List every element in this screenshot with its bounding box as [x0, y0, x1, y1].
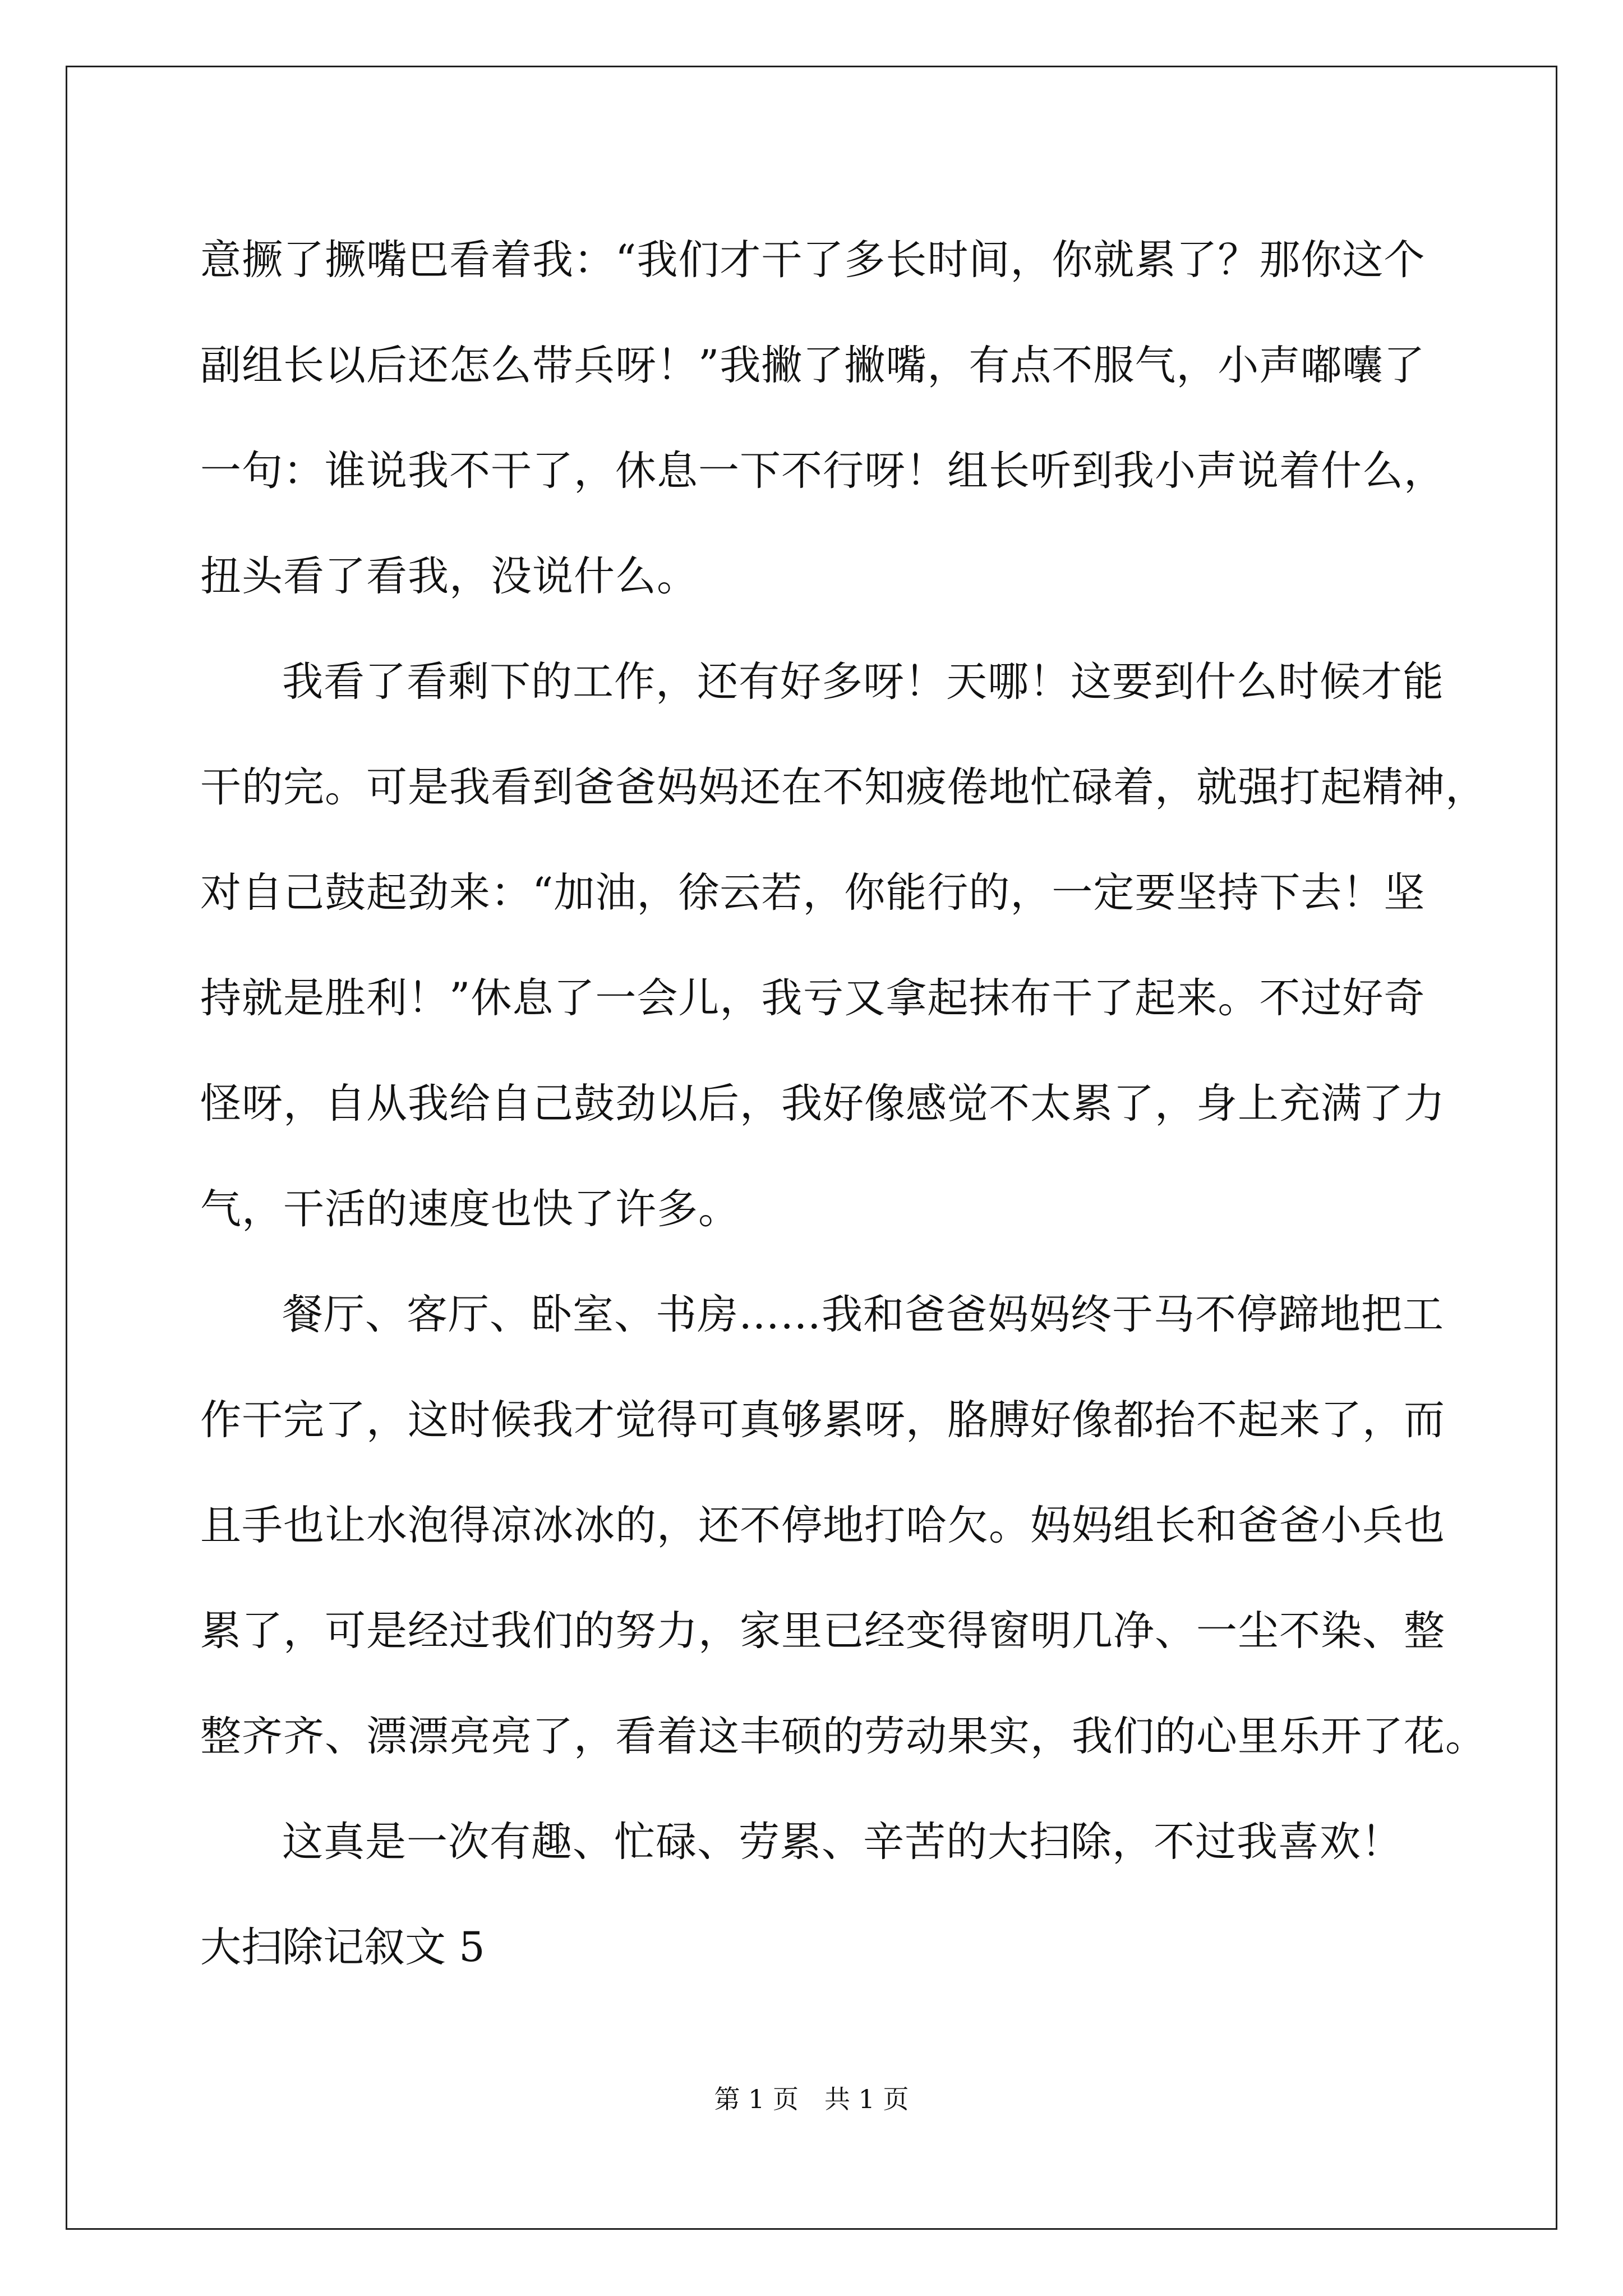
text-line: 气，干活的速度也快了许多。 — [200, 1185, 740, 1233]
text-line: 且手也让水泡得凉冰冰的，还不停地打哈欠。妈妈组长和爸爸小兵也 — [200, 1502, 1445, 1549]
text-line: 作干完了，这时候我才觉得可真够累呀，胳膊好像都抬不起来了，而 — [200, 1396, 1445, 1444]
text-line: 对自己鼓起劲来：“加油，徐云若，你能行的，一定要坚持下去！坚 — [200, 869, 1426, 917]
section-heading: 大扫除记叙文 5 — [200, 1924, 485, 1971]
text-line: 副组长以后还怎么带兵呀！”我撇了撇嘴，有点不服气，小声嘟囔了 — [200, 342, 1426, 389]
text-line: 整齐齐、漂漂亮亮了，看着这丰硕的劳动果实，我们的心里乐开了花。 — [200, 1713, 1487, 1760]
text-line: 持就是胜利！”休息了一会儿，我亏又拿起抹布干了起来。不过好奇 — [200, 974, 1426, 1022]
text-line: 干的完。可是我看到爸爸妈妈还在不知疲倦地忙碌着，就强打起精神， — [200, 763, 1487, 811]
text-line: 一句：谁说我不干了，休息一下不行呀！组长听到我小声说着什么， — [200, 447, 1445, 495]
text-line: 怪呀，自从我给自己鼓劲以后，我好像感觉不太累了，身上充满了力 — [200, 1080, 1445, 1128]
text-line: 扭头看了看我，没说什么。 — [200, 553, 698, 600]
text-line: 这真是一次有趣、忙碌、劳累、辛苦的大扫除，不过我喜欢！ — [282, 1818, 1403, 1866]
text-line: 累了，可是经过我们的努力，家里已经变得窗明几净、一尘不染、整 — [200, 1607, 1445, 1655]
text-line: 餐厅、客厅、卧室、书房……我和爸爸妈妈终于马不停蹄地把工 — [282, 1291, 1444, 1338]
page-number-footer: 第 1 页 共 1 页 — [714, 2084, 909, 2114]
text-line: 我看了看剩下的工作，还有好多呀！天哪！这要到什么时候才能 — [282, 658, 1444, 706]
text-line: 意撅了撅嘴巴看着我：“我们才干了多长时间，你就累了？那你这个 — [200, 236, 1426, 284]
document-body — [200, 208, 1487, 2000]
